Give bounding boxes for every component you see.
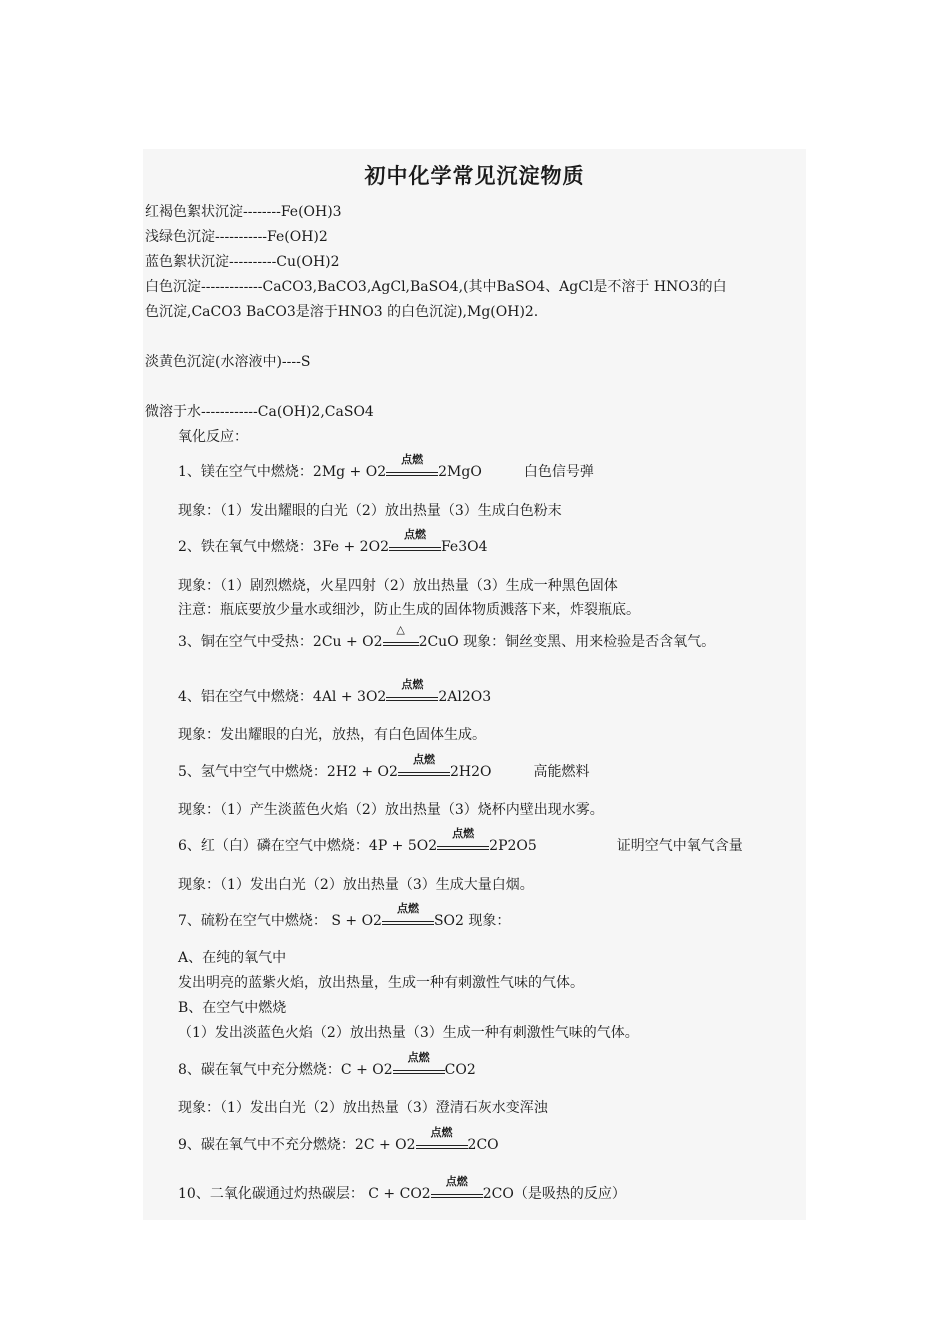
condition-label: 点燃 <box>430 1126 453 1139</box>
reaction-equation <box>178 453 594 481</box>
phenomenon-line: 现象：（1）发出耀眼的白光（2）放出热量（3）生成白色粉末 <box>178 503 562 519</box>
reaction-equation <box>178 902 511 930</box>
note-line: 发出明亮的蓝紫火焰，放出热量，生成一种有刺激性气味的气体。 <box>178 975 584 991</box>
precipitate-line: 蓝色絮状沉淀----------Cu(OH)2 <box>145 254 340 270</box>
reaction-equation <box>178 827 743 855</box>
reactants: 9、碳在氧气中不充分燃烧：2C + O2 <box>178 1137 416 1153</box>
reaction-arrow <box>416 1126 468 1149</box>
reactants: 7、硫粉在空气中燃烧： S + O2 <box>178 913 382 929</box>
note-line: A、在纯的氧气中 <box>178 950 287 966</box>
products: 2CO <box>467 1137 499 1153</box>
reaction-arrow <box>386 453 438 476</box>
reaction-equation <box>178 678 492 706</box>
reaction-equation <box>178 623 716 651</box>
reaction-arrow <box>393 1051 445 1074</box>
phenomenon-line: 现象：（1）剧烈燃烧，火星四射（2）放出热量（3）生成一种黑色固体 <box>178 578 618 594</box>
products: Fe3O4 <box>440 539 488 555</box>
precipitate-line: 浅绿色沉淀-----------Fe(OH)2 <box>145 229 328 245</box>
reaction-arrow <box>386 678 438 701</box>
reactants: 10、二氧化碳通过灼热碳层： C + CO2 <box>178 1186 431 1202</box>
reaction-arrow <box>382 902 434 925</box>
condition-label: 点燃 <box>445 1175 468 1188</box>
reaction-note: 高能燃料 <box>533 764 590 780</box>
products: 2MgO <box>438 464 482 480</box>
phenomenon-line: 现象：（1）发出白光（2）放出热量（3）生成大量白烟。 <box>178 877 534 893</box>
reaction-equation <box>178 1175 626 1203</box>
reaction-equation <box>178 1051 476 1079</box>
products: 2Al2O3 <box>438 689 492 705</box>
reactants: 6、红（白）磷在空气中燃烧：4P + 5O2 <box>178 838 438 854</box>
heat-condition-icon: △ <box>396 623 405 636</box>
note-line: 注意：瓶底要放少量水或细沙，防止生成的固体物质溅落下来，炸裂瓶底。 <box>178 602 640 618</box>
precipitate-line: 微溶于水------------Ca(OH)2,CaSO4 <box>145 404 374 420</box>
phenomenon-line: 现象：发出耀眼的白光，放热，有白色固体生成。 <box>178 727 486 743</box>
condition-label: 点燃 <box>403 528 426 541</box>
phenomenon-line: 现象：（1）产生淡蓝色火焰（2）放出热量（3）烧杯内壁出现水雾。 <box>178 802 604 818</box>
note-line: B、在空气中燃烧 <box>178 1000 287 1016</box>
products: CO2 <box>444 1062 476 1078</box>
reaction-arrow <box>431 1175 483 1198</box>
reactants: 2、铁在氧气中燃烧：3Fe + 2O2 <box>178 539 389 555</box>
reactants: 4、铝在空气中燃烧：4Al + 3O2 <box>178 689 387 705</box>
products: 2H2O <box>449 764 492 780</box>
reactants: 3、铜在空气中受热：2Cu + O2 <box>178 634 383 650</box>
reaction-arrow <box>389 528 441 551</box>
reaction-arrow <box>383 623 419 646</box>
products: 2CO（是吸热的反应） <box>482 1186 626 1202</box>
reaction-note: 白色信号弹 <box>523 464 594 480</box>
precipitate-line: 红褐色絮状沉淀--------Fe(OH)3 <box>145 204 342 220</box>
reactants: 5、氢气中空气中燃烧：2H2 + O2 <box>178 764 398 780</box>
reaction-equation <box>178 753 590 781</box>
condition-label: 点燃 <box>401 678 424 691</box>
reaction-equation <box>178 1126 499 1154</box>
reaction-note: 证明空气中氧气含量 <box>616 838 743 854</box>
products: 2CuO 现象：铜丝变黑、用来检验是否含氧气。 <box>418 634 716 650</box>
products: SO2 现象： <box>433 913 511 929</box>
precipitate-line: 白色沉淀-------------CaCO3,BaCO3,AgCl,BaSO4,(其中BaSO4、AgCl是不溶于 HNO3的白 <box>145 279 727 295</box>
reaction-equation <box>178 528 488 556</box>
phenomenon-line: 现象：（1）发出白光（2）放出热量（3）澄清石灰水变浑浊 <box>178 1100 548 1116</box>
condition-label: 点燃 <box>401 453 424 466</box>
condition-label: 点燃 <box>452 827 475 840</box>
section-title: 氧化反应： <box>178 429 248 445</box>
reaction-arrow <box>437 827 489 850</box>
note-line: （1）发出淡蓝色火焰（2）放出热量（3）生成一种有刺激性气味的气体。 <box>178 1025 639 1041</box>
condition-label: 点燃 <box>407 1051 430 1064</box>
products: 2P2O5 <box>489 838 537 854</box>
reactants: 8、碳在氧气中充分燃烧：C + O2 <box>178 1062 393 1078</box>
page-title: 初中化学常见沉淀物质 <box>364 163 585 188</box>
condition-label: 点燃 <box>412 753 435 766</box>
condition-label: 点燃 <box>396 902 419 915</box>
precipitate-line: 淡黄色沉淀(水溶液中)----S <box>145 354 311 370</box>
reactants: 1、镁在空气中燃烧：2Mg + O2 <box>178 464 387 480</box>
precipitate-line: 色沉淀,CaCO3 BaCO3是溶于HNO3 的白色沉淀),Mg(OH)2. <box>145 304 539 320</box>
reaction-arrow <box>398 753 450 776</box>
